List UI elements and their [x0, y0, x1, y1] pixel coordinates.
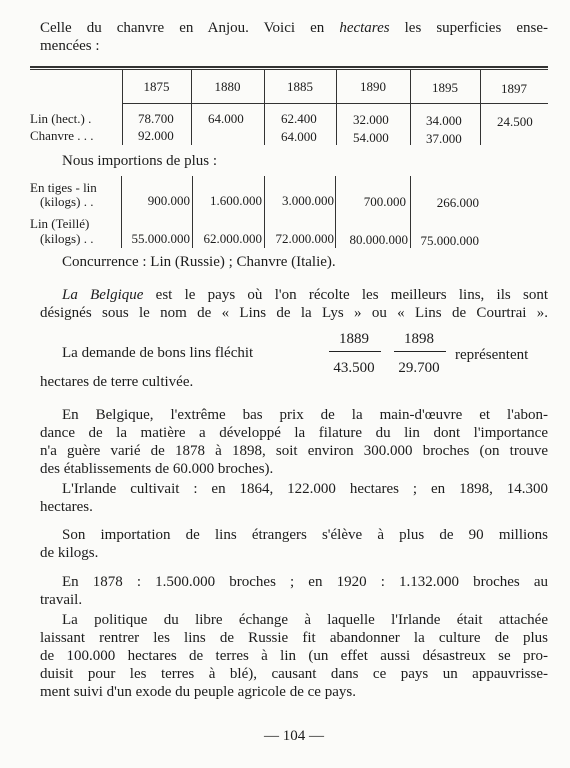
hectares-line: hectares de terre cultivée. [40, 374, 194, 390]
fraction-2-numerator: 1898 [404, 331, 434, 347]
table-cell: 54.000 [353, 130, 389, 145]
fraction-1-bar [329, 351, 381, 352]
table-cell: 80.000.000 [349, 232, 408, 247]
row-label-tiges-1: En tiges - lin [30, 180, 97, 195]
year-header: 1885 [287, 79, 313, 94]
year-header: 1880 [214, 79, 241, 94]
paragraph-line: La politique du libre échange à laquelle l'Irlande était attachée [62, 612, 548, 628]
demande-text: La demande de bons lins fléchit [62, 345, 254, 361]
row-label-teille-2: (kilogs) . . [40, 231, 94, 246]
paragraph-line: Son importation de lins étrangers s'élève à plus de 90 millions [62, 527, 548, 543]
row-label-lin: Lin (hect.) . [30, 111, 92, 126]
table-cell: 92.000 [138, 128, 174, 143]
paragraph-line: de 100.000 hectares de terres à lin (un effet aussi désastreux se pro- [40, 648, 548, 664]
intro-line-1: Celle du chanvre en Anjou. Voici en hectares les superficies ense- [40, 20, 548, 36]
table-cell: 62.000.000 [203, 231, 262, 246]
paragraph-line: En Belgique, l'extrême bas prix de la main-d'œuvre et l'abon- [62, 407, 548, 423]
table-cell: 32.000 [353, 112, 389, 127]
concurrence-line: Concurrence : Lin (Russie) ; Chanvre (Italie). [62, 254, 336, 270]
table-cell: 24.500 [497, 114, 533, 129]
paragraph-line: hectares. [40, 499, 93, 515]
table-cell: 3.000.000 [282, 193, 334, 208]
year-header: 1890 [360, 79, 386, 94]
belgique-line-2: désignés sous le nom de « Lins de la Lys » ou « Lins de Courtrai ». [40, 305, 548, 321]
table-cell: 700.000 [363, 194, 406, 209]
import-heading: Nous importions de plus : [62, 153, 218, 169]
table-cell: 266.000 [436, 195, 479, 210]
row-label-teille-1: Lin (Teillé) [30, 216, 90, 231]
table-cell: 78.700 [138, 111, 174, 126]
table-cell: 900.000 [147, 193, 190, 208]
fraction-2-bar [394, 351, 446, 352]
intro-line-2: mencées : [40, 38, 100, 54]
belgique-line-1: La Belgique est le pays où l'on récolte les meilleurs lins, ils sont [62, 287, 548, 303]
paragraph-line: de kilogs. [40, 545, 99, 561]
table-cell: 64.000 [208, 111, 244, 126]
page-number: — 104 — [264, 728, 324, 744]
table-cell: 62.400 [281, 111, 317, 126]
paragraph-line: travail. [40, 592, 83, 608]
paragraph-line: duisit pour les terres à blé), causant dans ce pays un appauvrisse- [40, 666, 548, 682]
year-header: 1897 [501, 81, 527, 96]
table-cell: 34.000 [426, 113, 462, 128]
fraction-1-numerator: 1889 [339, 331, 369, 347]
table-cell: 64.000 [281, 129, 317, 144]
fraction-1-denominator: 43.500 [333, 360, 375, 376]
paragraph-line: des établissements de 60.000 broches). [40, 461, 274, 477]
table-cell: 37.000 [426, 131, 462, 146]
row-label-chanvre: Chanvre . . . [30, 128, 94, 143]
represent-text: représentent [455, 347, 529, 363]
table-cell: 55.000.000 [131, 231, 190, 246]
paragraph-line: laissant rentrer les lins de Russie fit abandonner la culture de plus [40, 630, 548, 646]
table-cell: 72.000.000 [275, 231, 334, 246]
paragraph-line: ment suivi d'un exode du peuple agricole de ce pays. [40, 684, 356, 700]
year-header: 1875 [143, 79, 170, 94]
table-cell: 75.000.000 [420, 233, 479, 248]
paragraph-line: L'Irlande cultivait : en 1864, 122.000 hectares ; en 1898, 14.300 [62, 481, 548, 497]
row-label-tiges-2: (kilogs) . . [40, 194, 94, 209]
paragraph-line: dance de la matière a développé la filature du lin dont l'importance [40, 425, 548, 441]
paragraph-line: n'a guère varié de 1878 à 1898, soit environ 300.000 broches (on trouve [40, 443, 548, 459]
fraction-2-denominator: 29.700 [398, 360, 440, 376]
table-cell: 1.600.000 [210, 193, 262, 208]
paragraph-line: En 1878 : 1.500.000 broches ; en 1920 : 1.132.000 broches au [62, 574, 548, 590]
year-header: 1895 [432, 80, 458, 95]
